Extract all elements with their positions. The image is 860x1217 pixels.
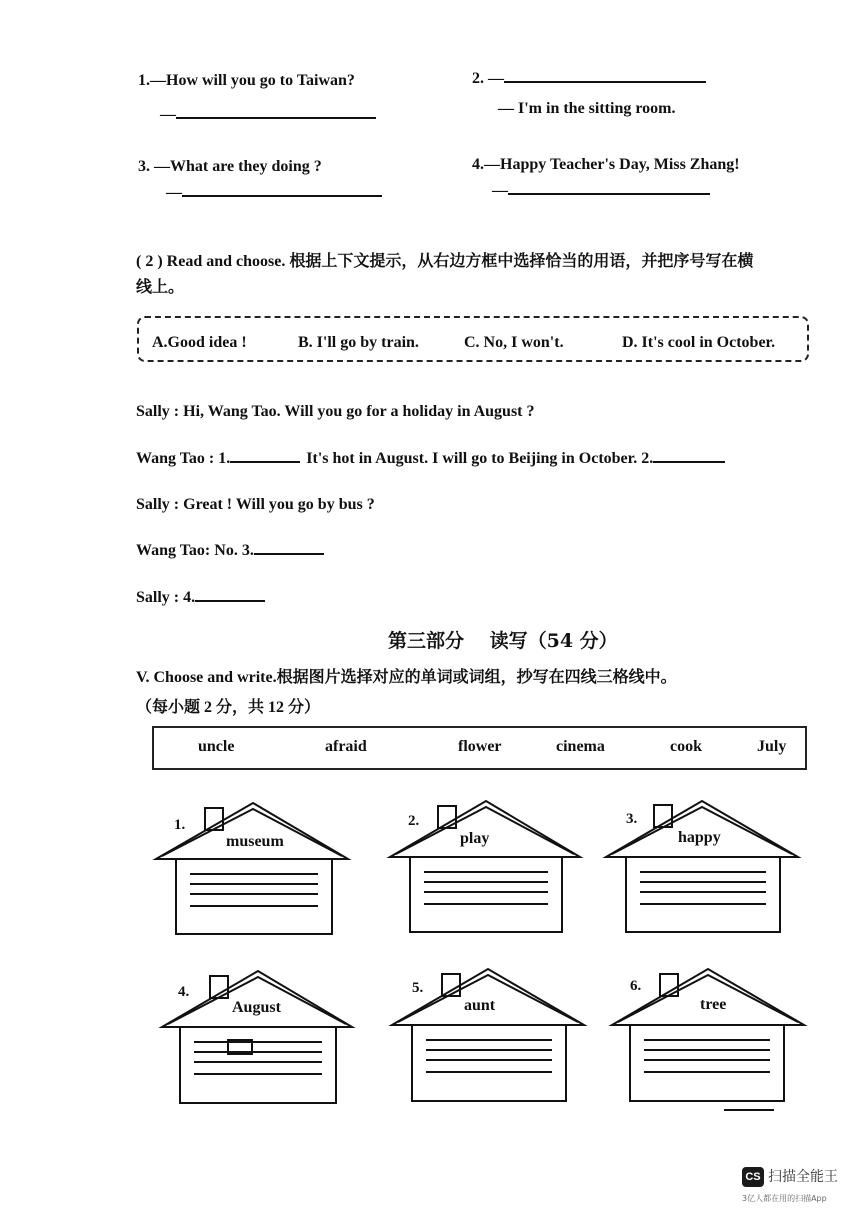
dialog-line-3: Sally : Great ! Will you go by bus ? bbox=[136, 496, 375, 513]
dialog-line-2a: Wang Tao : 1. bbox=[136, 450, 231, 467]
house-4-num: 4. bbox=[178, 984, 190, 1000]
app-name: 扫描全能王 bbox=[768, 1169, 838, 1185]
part3-heading: 第三部分 读写（54 分） bbox=[388, 630, 618, 652]
q2-num: 2. bbox=[472, 70, 484, 87]
q1-prompt: —How will you go to Taiwan? bbox=[150, 72, 355, 89]
app-tagline: 3亿人都在用的扫描App bbox=[742, 1194, 827, 1203]
q2-prompt-prefix: — bbox=[488, 70, 504, 87]
q3-num: 3. bbox=[138, 158, 150, 175]
q4-num: 4. bbox=[472, 156, 484, 173]
house-1-label: museum bbox=[226, 833, 284, 850]
house-5-label: aunt bbox=[464, 997, 496, 1014]
house-4 bbox=[162, 971, 352, 1103]
house-4-label: August bbox=[232, 999, 281, 1016]
house-2-num: 2. bbox=[408, 813, 420, 829]
house-6-num: 6. bbox=[630, 978, 642, 994]
part3-score: （每小题 2 分，共 12 分） bbox=[136, 699, 321, 716]
section2-title-text: ( 2 ) Read and choose. 根据上下文提示，从右边方框中选择恰当的用语，并把序号写在横 bbox=[136, 253, 754, 270]
option-d: D. It's cool in October. bbox=[622, 334, 776, 351]
house-3-num: 3. bbox=[626, 811, 638, 827]
q3-answer-prefix: — bbox=[166, 184, 182, 201]
dialog-line-2b: It's hot in August. I will go to Beijing in October. 2. bbox=[306, 450, 654, 467]
house-3-label: happy bbox=[678, 829, 721, 846]
q4-prompt: —Happy Teacher's Day, Miss Zhang! bbox=[484, 156, 740, 173]
option-b: B. I'll go by train. bbox=[298, 334, 419, 351]
dialog-line-5-text: Sally : 4. bbox=[136, 589, 196, 606]
word-july: July bbox=[757, 738, 787, 755]
q1-num: 1. bbox=[138, 72, 150, 89]
dialog-line-1: Sally : Hi, Wang Tao. Will you go for a holiday in August ? bbox=[136, 403, 535, 420]
word-cinema: cinema bbox=[556, 738, 605, 755]
camscanner-logo-icon: CS bbox=[742, 1167, 764, 1187]
option-c: C. No, I won't. bbox=[464, 334, 564, 351]
word-afraid: afraid bbox=[325, 738, 367, 755]
q2-reply: — I'm in the sitting room. bbox=[498, 100, 676, 117]
q4-answer-prefix: — bbox=[492, 182, 508, 199]
part3-task: V. Choose and write.根据图片选择对应的单词或词组，抄写在四线三格线中。 bbox=[136, 669, 677, 686]
dialog-line-4-text: Wang Tao: No. 3. bbox=[136, 542, 254, 559]
house-5-num: 5. bbox=[412, 980, 424, 996]
q3-prompt: —What are they doing ? bbox=[154, 158, 322, 175]
q1-answer-prefix: — bbox=[160, 106, 176, 123]
word-uncle: uncle bbox=[198, 738, 235, 755]
word-cook: cook bbox=[670, 738, 702, 755]
option-a: A.Good idea ! bbox=[152, 334, 247, 351]
word-flower: flower bbox=[458, 738, 502, 755]
house-2-label: play bbox=[460, 830, 490, 847]
house-1-num: 1. bbox=[174, 817, 186, 833]
house-6-label: tree bbox=[700, 996, 727, 1013]
section2-title-cont: 线上。 bbox=[136, 279, 185, 296]
